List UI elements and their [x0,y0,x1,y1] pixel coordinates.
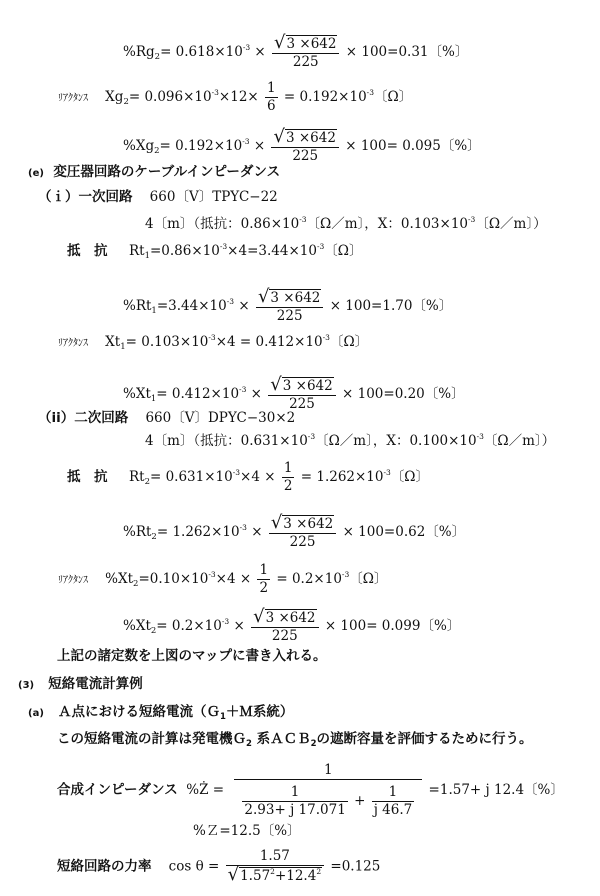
eq-percent-xg2: $\%Xg_2= 0.192\times 10^{-3}$ × $\frac{√3 \times 642}{225}$ × 100= 0.095〔%〕 [123,126,481,164]
primary-cable-spec: 4〔m〕（抵抗：$0.86\times 10^{-3}$〔Ω／m〕，X：$0.103\times 10^{-3}$〔Ω／m〕） [145,215,547,232]
eq-percent-rt2: $\%Rt_2= 1.262\times 10^{-3}$ × $\frac{√3 \times 642}{225}$ × 100=0.62〔%〕 [123,512,466,550]
sqrt-fraction: $\frac{√3 \times 642}{225}$ [271,128,338,165]
secondary-circuit-line: （ii）二次回路 660〔V〕DPYC−30×2 [38,410,296,426]
sqrt-fraction: $\frac{√3 \times 642}{225}$ [256,288,323,325]
fraction: $\frac{1}{j 46.7}$ [373,784,413,818]
eq-percent-rt1: $\%Rt_1=3.44\times 10^{-3}$ × $\frac{√3 \times 642}{225}$ × 100=1.70〔%〕 [123,286,453,324]
fraction: $\frac{1}{6}$ [267,80,276,114]
fraction: $\frac{1}{2}$ [259,562,269,596]
purpose-paragraph: この短絡電流の計算は発電機Ｇ$_2$ 系ＡＣＢ$_2$の遮断容量を評価するために行う。 [57,731,533,749]
eq-reactance-xt2: ﾘｱｸﾀﾝｽ $\%Xt_2=0.10\times 10^{-3}\times 4$ × $\frac{1}{2}$ = $0.2\times 10^{-3}$〔Ω〕 [58,562,388,596]
eq-reactance-xt1: ﾘｱｸﾀﾝｽ $Xt_1= 0.103\times 10^{-3}\times 4 = 0.412\times 10^{-3}$〔Ω〕 [58,333,369,352]
sqrt-fraction: $\frac{√3 \times 642}{225}$ [272,34,339,71]
fraction: $\frac{1}{2.93+ j 17.071}$ [244,784,346,818]
eq-percent-xt2: $\%Xt_2= 0.2\times 10^{-3}$ × $\frac{√3 \times 642}{225}$ × 100= 0.099〔%〕 [123,606,461,644]
eq-resistance-rt2: 抵 抗 $Rt_2= 0.631\times 10^{-3}\times 4$ × $\frac{1}{2}$ = $1.262\times 10^{-3}$〔Ω〕 [67,460,430,494]
sqrt-fraction: $\frac{√3 \times 642}{225}$ [269,514,336,551]
section-a-heading: (a) Ａ点における短絡電流（Ｇ$_1$＋Ｍ系統） [28,704,294,722]
eq-power-factor: 短絡回路の力率 cos θ = $\frac{1.57}{√1.57^2+12.4^2}$ =0.125 [57,848,381,885]
eq-combined-impedance: 合成インピーダンス %Ż = 1 $\frac{1}{2.93+ j 17.071}$ + $\frac{1}{j 46.7}$ =1.57+ j 12.4〔%〕 [57,762,564,818]
section-3-heading: (3) 短絡電流計算例 [18,676,143,692]
eq-percent-rg2: $\%Rg_2= 0.618\times 10^{-3}$ × $\frac{√3 \times 642}{225}$ × 100=0.31〔%〕 [123,32,469,70]
eq-reactance-xg2: ﾘｱｸﾀﾝｽ $Xg_2= 0.096\times 10^{-3}\times 12\times$ $\frac{1}{6}$ = $0.192\times 10^{-3}$〔Ω〕 [58,80,413,114]
eq-percent-xt1: $\%Xt_1= 0.412\times 10^{-3}$ × $\frac{√3 \times 642}{225}$ × 100=0.20〔%〕 [123,374,465,412]
sqrt-fraction: $\frac{1.57}{√1.57^2+12.4^2}$ [226,848,324,886]
sqrt-fraction: $\frac{√3 \times 642}{225}$ [268,376,335,413]
fraction: $\frac{1}{2}$ [283,460,293,494]
secondary-cable-spec: 4〔m〕（抵抗：$0.631\times 10^{-3}$〔Ω／m〕，X：$0.100\times 10^{-3}$〔Ω／m〕） [145,432,556,449]
note-text: 上記の諸定数を上図のマップに書き入れる。 [57,648,327,664]
sqrt-fraction: $\frac{√3 \times 642}{225}$ [251,608,318,645]
primary-circuit-line: （ｉ）一次回路 660〔V〕TPYC−22 [38,189,278,205]
eq-resistance-rt1: 抵 抗 $Rt_1=0.86\times 10^{-3}\times 4=3.44\times 10^{-3}$〔Ω〕 [67,242,363,261]
section-e-heading: (e) 変圧器回路のケーブルインピーダンス [28,164,281,180]
eq-impedance-magnitude: %Ｚ=12.5〔%〕 [193,823,301,839]
compound-fraction: 1 $\frac{1}{2.93+ j 17.071}$ + $\frac{1}{j 46.7}$ [234,762,422,819]
